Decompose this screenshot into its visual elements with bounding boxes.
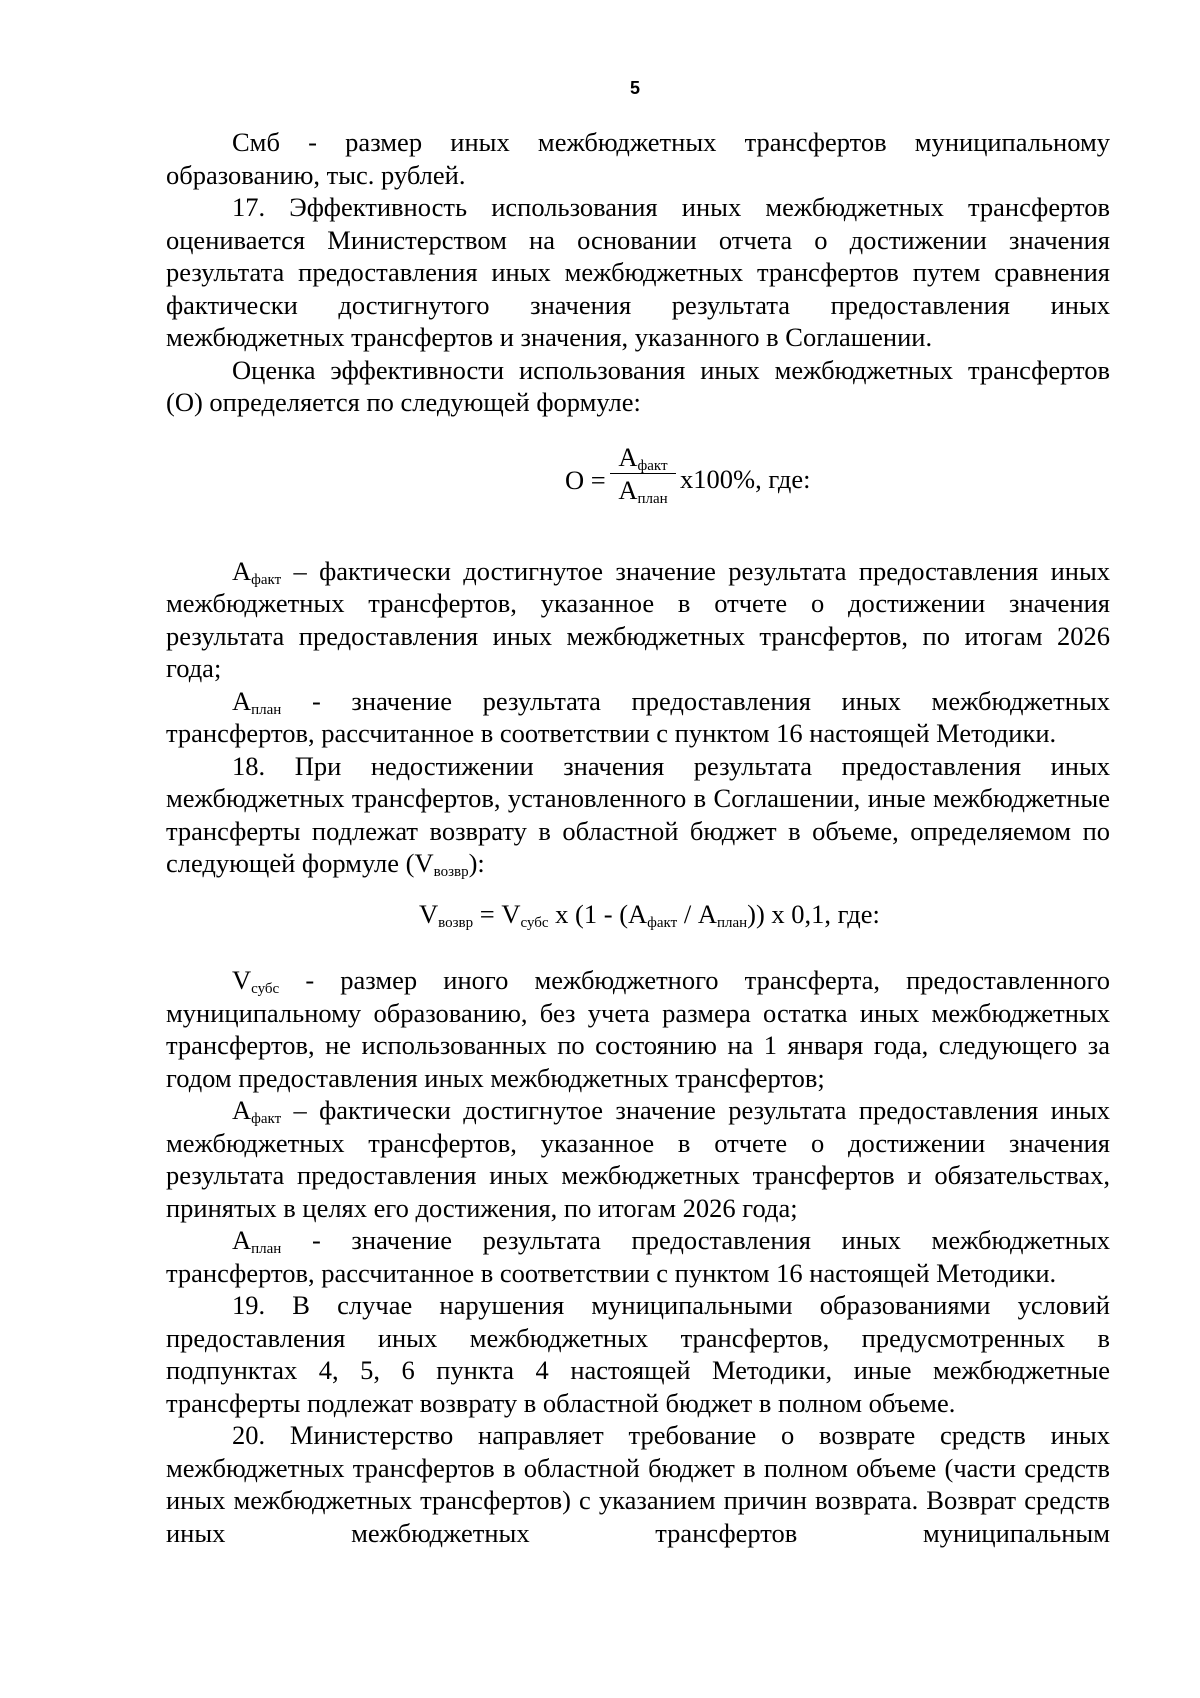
return-volume-formula: $V_{возвр} = V_{субс}$ х $(1 - (А_{факт} / А_{план}))$ х 0,1, где: xyxy=(419,898,880,931)
formula-fraction xyxy=(610,441,676,507)
formula-tail: х100%, где: xyxy=(680,463,811,494)
paragraph-20: 20. Министерство направляет требование о возврате средств иных межбюджетных трансфертов в областной бюджет в полном объеме (части средств иных межбюджетных трансфертов) с указанием причин возврата. Возврат средств иных межбюджетных трансфертов муниципальным xyxy=(166,1420,1110,1548)
document-body xyxy=(166,126,1110,1549)
formula-lhs: О = xyxy=(565,464,606,495)
definition-v-subs: $V_{субс}$ - размер иного межбюджетного трансферта, предоставленного муниципальному образованию, без учета размера остатка иных межбюджетных трансфертов, не использованных по состоянию на 1 января года, следующего за годом предоставления иных межбюджетных трансфертов; xyxy=(166,965,1110,1093)
definition-a-fakt-2: $А_{факт}$ – фактически достигнутое значение результата предоставления иных межбюджетных трансфертов, указанное в отчете о достижении значения результата предоставления иных межбюджетных трансфертов и обязательствах, принятых в целях его достижения, по итогам 2026 года; xyxy=(166,1095,1110,1223)
paragraph-efficiency-formula-intro: Оценка эффективности использования иных межбюджетных трансфертов (О) определяется по следующей формуле: xyxy=(166,354,1110,417)
fraction-denominator: $А_{план}$ xyxy=(618,474,668,507)
paragraph-18: 18. При недостижении значения результата предоставления иных межбюджетных трансфертов, установленного в Соглашении, иные межбюджетные трансферты подлежат возврату в областной бюджет в объеме, определяемом по следующей формуле $(V_{возвр})$: xyxy=(166,750,1110,880)
paragraph-smb-definition: Смб - размер иных межбюджетных трансфертов муниципальному образованию, тыс. рублей. xyxy=(166,127,1110,190)
fraction-numerator: $А_{факт}$ xyxy=(618,441,668,474)
page-number: 5 xyxy=(629,78,640,98)
definition-a-fakt-1: $А_{факт}$ – фактически достигнутое значение результата предоставления иных межбюджетных трансфертов, указанное в отчете о достижении значения результата предоставления иных межбюджетных трансфертов, по итогам 2026 года; xyxy=(166,555,1110,683)
definition-a-plan-1: $А_{план}$ - значение результата предоставления иных межбюджетных трансфертов, рассчитанное в соответствии с пунктом 16 настоящей Методики. xyxy=(166,685,1110,748)
definition-a-plan-2: $А_{план}$ - значение результата предоставления иных межбюджетных трансфертов, рассчитанное в соответствии с пунктом 16 настоящей Методики. xyxy=(166,1225,1110,1288)
paragraph-19: 19. В случае нарушения муниципальными образованиями условий предоставления иных межбюджетных трансфертов, предусмотренных в подпунктах 4, 5, 6 пункта 4 настоящей Методики, иные межбюджетные трансферты подлежат возврату в областной бюджет в полном объеме. xyxy=(166,1290,1110,1418)
paragraph-17: 17. Эффективность использования иных межбюджетных трансфертов оценивается Министерством на основании отчета о достижении значения результата предоставления иных межбюджетных трансфертов путем сравнения фактически достигнутого значения результата предоставления иных межбюджетных трансфертов и значения, указанного в Соглашении. xyxy=(166,192,1110,352)
efficiency-formula xyxy=(166,439,1110,519)
